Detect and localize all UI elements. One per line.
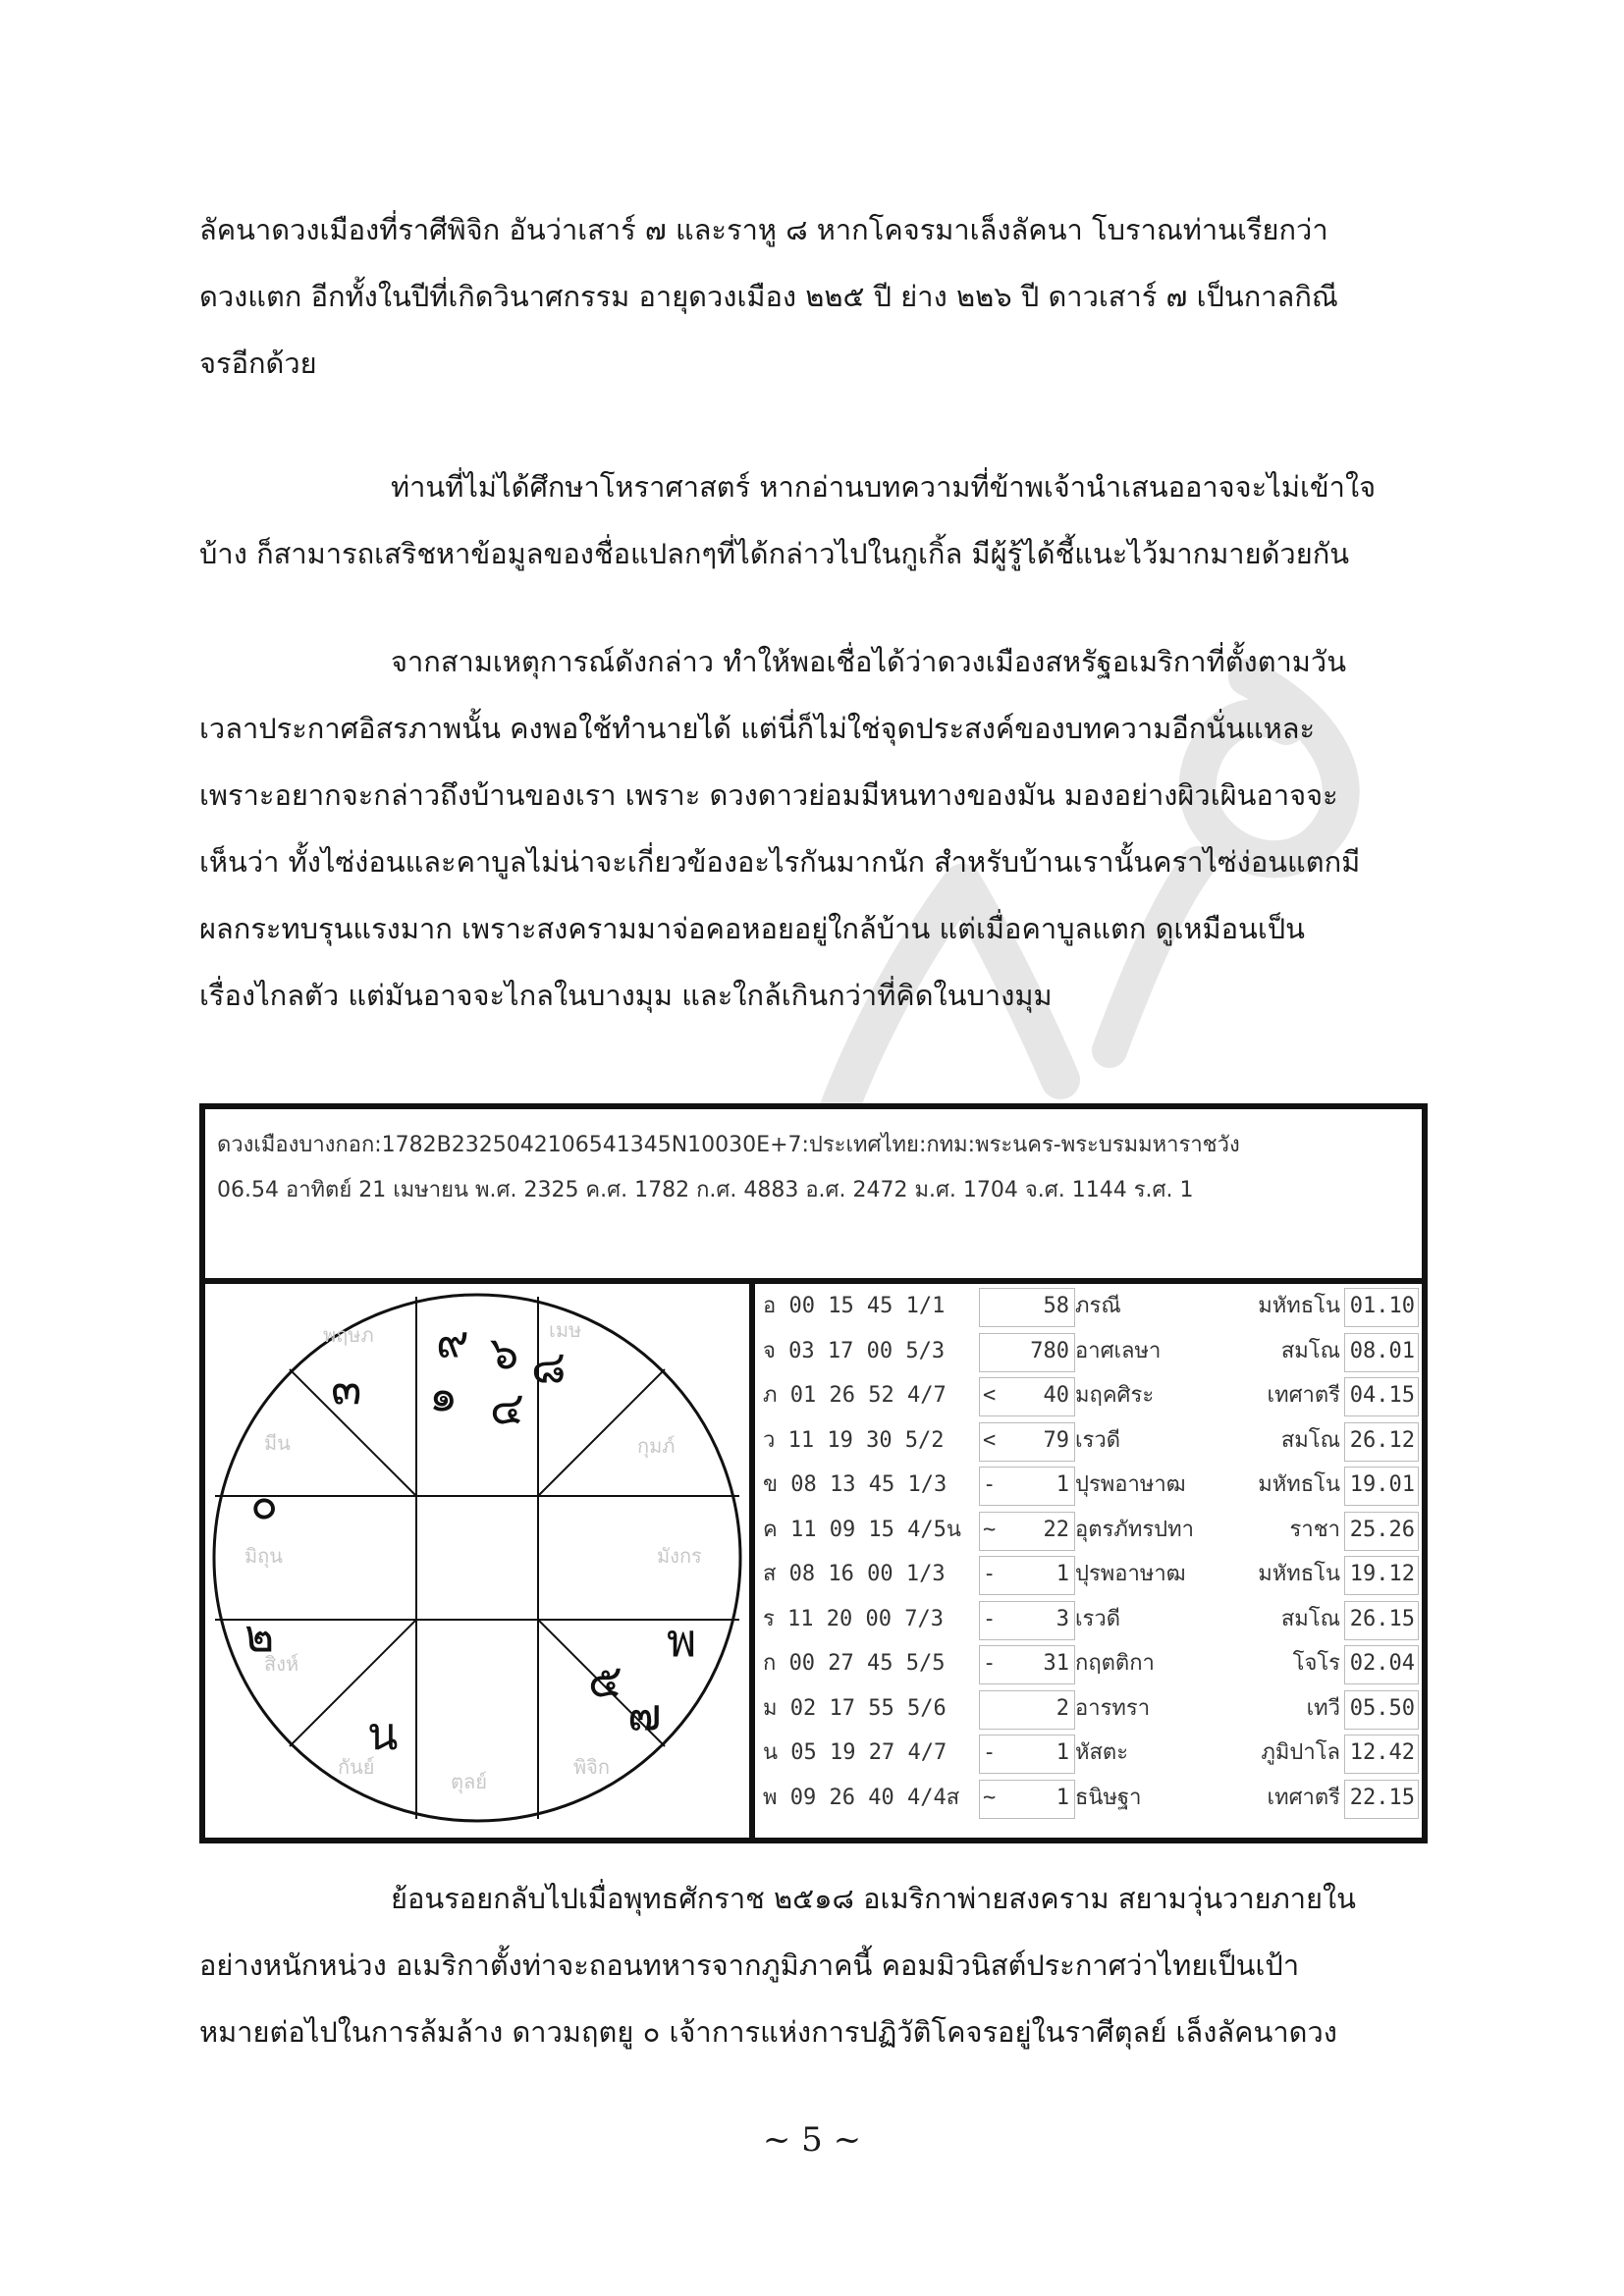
motion-symbol: -	[983, 1562, 997, 1586]
table-row	[755, 1599, 1423, 1643]
value-cell: 22.15	[1349, 1785, 1415, 1810]
text-line: ท่านที่ไม่ได้ศึกษาโหราศาสตร์ หากอ่านบทความที่ข้าพเจ้านำเสนออาจจะไม่เข้าใจ	[391, 470, 1377, 504]
table-row	[755, 1778, 1423, 1822]
motion-symbol: -	[983, 1651, 997, 1676]
planet-glyph: น	[367, 1707, 399, 1760]
nakshatra-cell: ภรณี	[1075, 1294, 1121, 1318]
value-cell: 12.42	[1349, 1740, 1415, 1765]
sign-label: มังกร	[657, 1544, 702, 1568]
sign-label: พฤษภ	[323, 1323, 374, 1347]
value-cell: 05.50	[1349, 1695, 1415, 1721]
planet-glyph: ๔	[490, 1381, 524, 1434]
value-cell: 19.01	[1349, 1472, 1415, 1497]
table-row	[755, 1688, 1423, 1733]
motion-symbol: <	[983, 1427, 997, 1453]
value-cell: 01.10	[1349, 1294, 1415, 1318]
motion-symbol: ~	[983, 1785, 997, 1810]
planet-glyph: ๘	[531, 1340, 567, 1393]
table-row	[755, 1331, 1423, 1375]
text-line: เห็นว่า ทั้งไซ่ง่อนและคาบูลไม่น่าจะเกี่ยวข้องอะไรกันมากนัก สำหรับบ้านเรานั้นคราไซ่ง่อนแตกมี	[199, 845, 1361, 879]
table-row	[755, 1510, 1423, 1554]
nakshatra-cell: เรวดี	[1075, 1427, 1120, 1453]
count-cell: 780	[1030, 1338, 1069, 1363]
text-line: เรื่องไกลตัว แต่มันอาจจะไกลในบางมุม และใกล้เกินกว่าที่คิดในบางมุม	[199, 979, 1053, 1012]
lord-cell: มหัทธโน	[1258, 1294, 1340, 1318]
paragraph-4	[199, 1865, 1436, 2065]
position-cell: อ 00 15 45 1/1	[763, 1294, 946, 1318]
value-cell: 26.15	[1349, 1606, 1415, 1631]
sign-label: มิถุน	[244, 1544, 283, 1568]
planet-glyph: ๑	[429, 1368, 459, 1421]
figure-header-line-1: ดวงเมืองบางกอก:1782B2325042106541345N10030E+7:ประเทศไทย:กทม:พระนคร-พระบรมมหาราชวัง	[217, 1133, 1240, 1157]
motion-symbol: ~	[983, 1517, 997, 1542]
sign-label: พิจิก	[573, 1755, 611, 1779]
figure-header-line-2: 06.54 อาทิตย์ 21 เมษายน พ.ศ. 2325 ค.ศ. 1782 ก.ศ. 4883 อ.ศ. 2472 ม.ศ. 1704 จ.ศ. 1144 ร.ศ. 1	[217, 1178, 1194, 1202]
planet-glyph: ๗	[627, 1687, 662, 1740]
lord-cell: ภูมิปาโล	[1261, 1740, 1340, 1765]
planet-position-table	[755, 1278, 1423, 1838]
lord-cell: โจโร	[1292, 1651, 1340, 1676]
sign-label: กุมภ์	[637, 1434, 676, 1458]
position-cell: ก 00 27 45 5/5	[763, 1651, 946, 1676]
text-line: เพราะอยากจะกล่าวถึงบ้านของเรา เพราะ ดวงดาวย่อมมีหนทางของมัน มองอย่างผิวเผินอาจจะ	[199, 778, 1338, 812]
position-cell: ค 11 09 15 4/5น	[763, 1517, 961, 1542]
planet-glyph: พ	[667, 1614, 697, 1667]
count-cell: 1	[1056, 1472, 1069, 1497]
text-line: ดวงแตก อีกทั้งในปีที่เกิดวินาศกรรม อายุดวงเมือง ๒๒๕ ปี ย่าง ๒๒๖ ปี ดาวเสาร์ ๗ เป็นกาลกิณี	[199, 280, 1338, 313]
position-cell: ม 02 17 55 5/6	[763, 1695, 947, 1721]
planet-glyph: ๖	[490, 1326, 519, 1379]
table-row	[755, 1375, 1423, 1419]
sign-label: สิงห์	[264, 1652, 299, 1676]
text-line: ย้อนรอยกลับไปเมื่อพุทธศักราช ๒๕๑๘ อเมริกาพ่ายสงคราม สยามวุ่นวายภายใน	[391, 1882, 1356, 1915]
position-cell: จ 03 17 00 5/3	[763, 1338, 946, 1363]
count-cell: 1	[1056, 1740, 1069, 1765]
sign-label: เมษ	[549, 1318, 582, 1342]
planet-glyph: ๐	[250, 1476, 279, 1529]
page-number: ~ 5 ~	[762, 2120, 862, 2160]
value-cell: 26.12	[1349, 1427, 1415, 1453]
planet-glyph: ๒	[244, 1609, 275, 1662]
nakshatra-cell: อุตรภัทรปทา	[1075, 1517, 1194, 1542]
sign-label: มีน	[264, 1431, 291, 1455]
text-line: เวลาประกาศอิสรภาพนั้น คงพอใช้ทำนายได้ แต่นี่ก็ไม่ใช่จุดประสงค์ของบทความอีกนั่นแหละ	[199, 712, 1316, 745]
count-cell: 40	[1043, 1383, 1069, 1408]
lord-cell: มหัทธโน	[1258, 1472, 1340, 1497]
table-row	[755, 1554, 1423, 1598]
lord-cell: มหัทธโน	[1258, 1562, 1340, 1586]
count-cell: 79	[1043, 1427, 1069, 1453]
lord-cell: เทศาตรี	[1267, 1383, 1340, 1408]
nakshatra-cell: กฤตติกา	[1075, 1651, 1155, 1676]
nakshatra-cell: อารทรา	[1075, 1695, 1151, 1721]
lord-cell: เทวี	[1306, 1695, 1340, 1721]
nakshatra-cell: ธนิษฐา	[1075, 1785, 1142, 1810]
lord-cell: เทศาตรี	[1267, 1785, 1340, 1810]
count-cell: 2	[1056, 1695, 1069, 1721]
sign-label: ตุลย์	[451, 1770, 487, 1793]
lord-cell: สมโณ	[1280, 1606, 1340, 1631]
position-cell: น 05 19 27 4/7	[763, 1740, 947, 1765]
count-cell: 3	[1056, 1606, 1069, 1631]
position-cell: ส 08 16 00 1/3	[763, 1562, 946, 1586]
count-cell: 58	[1043, 1294, 1069, 1318]
nakshatra-cell: ปุรพอาษาฒ	[1075, 1472, 1186, 1497]
value-cell: 04.15	[1349, 1383, 1415, 1408]
text-line: จรอีกด้วย	[199, 347, 317, 380]
value-cell: 08.01	[1349, 1338, 1415, 1363]
planet-glyph: ๙	[436, 1314, 469, 1367]
position-cell: ข 08 13 45 1/3	[763, 1472, 947, 1497]
count-cell: 1	[1056, 1785, 1069, 1810]
text-line: หมายต่อไปในการล้มล้าง ดาวมฤตยู ๐ เจ้าการแห่งการปฏิวัติโคจรอยู่ในราศีตุลย์ เล็งลัคนาดวง	[199, 2015, 1337, 2049]
value-cell: 19.12	[1349, 1562, 1415, 1586]
count-cell: 31	[1043, 1651, 1069, 1676]
motion-symbol: -	[983, 1740, 997, 1765]
paragraph-3	[199, 628, 1436, 1029]
motion-symbol: -	[983, 1606, 997, 1631]
value-cell: 02.04	[1349, 1651, 1415, 1676]
table-row	[755, 1465, 1423, 1509]
table-row	[755, 1643, 1423, 1687]
lord-cell: ราชา	[1289, 1517, 1340, 1542]
planet-glyph: ๕	[588, 1654, 623, 1707]
nakshatra-cell: ปุรพอาษาฒ	[1075, 1562, 1186, 1586]
lord-cell: สมโณ	[1280, 1338, 1340, 1363]
paragraph-1	[199, 196, 1436, 397]
nakshatra-cell: เรวดี	[1075, 1606, 1120, 1631]
table-row	[755, 1286, 1423, 1330]
text-line: บ้าง ก็สามารถเสริชหาข้อมูลของชื่อแปลกๆที่ได้กล่าวไปในกูเกิ้ล มีผู้รู้ได้ชี้แนะไว้มากมายด้วยกัน	[199, 537, 1350, 570]
text-line: จากสามเหตุการณ์ดังกล่าว ทำให้พอเชื่อได้ว่าดวงเมืองสหรัฐอเมริกาที่ตั้งตามวัน	[391, 645, 1347, 678]
sign-label: กันย์	[338, 1755, 375, 1779]
wheel-svg	[205, 1278, 749, 1838]
lord-cell: สมโณ	[1280, 1427, 1340, 1453]
position-cell: ร 11 20 00 7/3	[763, 1606, 945, 1631]
count-cell: 22	[1043, 1517, 1069, 1542]
motion-symbol: -	[983, 1472, 997, 1497]
figure-header	[205, 1109, 1422, 1284]
nakshatra-cell: อาศเลษา	[1075, 1338, 1162, 1363]
position-cell: ภ 01 26 52 4/7	[763, 1383, 947, 1408]
text-line: ผลกระทบรุนแรงมาก เพราะสงครามมาจ่อคอหอยอยู่ใกล้บ้าน แต่เมื่อคาบูลแตก ดูเหมือนเป็น	[199, 912, 1305, 945]
position-cell: พ 09 26 40 4/4ส	[763, 1785, 960, 1810]
table-row	[755, 1420, 1423, 1465]
nakshatra-cell: มฤคศิระ	[1075, 1383, 1155, 1408]
motion-symbol: <	[983, 1383, 997, 1408]
position-cell: ว 11 19 30 5/2	[763, 1427, 945, 1453]
text-line: อย่างหนักหน่วง อเมริกาตั้งท่าจะถอนทหารจากภูมิภาคนี้ คอมมิวนิสต์ประกาศว่าไทยเป็นเป้า	[199, 1949, 1300, 1982]
table-row	[755, 1733, 1423, 1777]
planet-glyph: ๓	[331, 1362, 362, 1415]
text-line: ลัคนาดวงเมืองที่ราศีพิจิก อันว่าเสาร์ ๗ และราหู ๘ หากโคจรมาเล็งลัคนา โบราณท่านเรียกว่า	[199, 213, 1328, 246]
nakshatra-cell: หัสตะ	[1075, 1740, 1129, 1765]
horoscope-wheel	[205, 1278, 755, 1838]
horoscope-figure	[199, 1103, 1428, 1843]
paragraph-2	[199, 454, 1436, 587]
value-cell: 25.26	[1349, 1517, 1415, 1542]
count-cell: 1	[1056, 1562, 1069, 1586]
